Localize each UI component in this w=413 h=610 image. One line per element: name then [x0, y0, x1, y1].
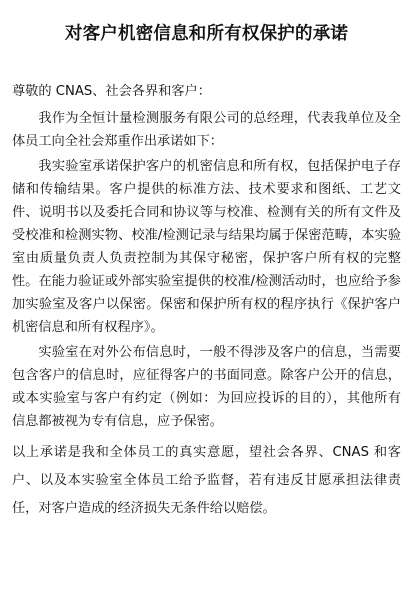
paragraph-confidentiality: 我实验室承诺保护客户的机密信息和所有权，包括保护电子存储和传输结果。客户提供的标准方法、技术要求和图纸、工艺文件、说明书以及委托合同和协议等与校准、检测有关的所有文件及受校准和检测实物、校准/检测记录与结果均属于保密范畴，本实验室由质量负责人负责控制为其保守秘密，保护客户所有权的完整性。在能力验证或外部实验室提供的校准/检测活动时，也应给予参加实验室及客户以保密。保密和保护所有权的程序执行《保护客户机密信息和所有权程序》。 — [12, 159, 401, 335]
paragraph-intro: 我作为全恒计量检测服务有限公司的总经理，代表我单位及全体员工向全社会郑重作出承诺如下： — [12, 111, 401, 149]
document-title: 对客户机密信息和所有权保护的承诺 — [64, 24, 349, 44]
paragraph-disclosure: 实验室在对外公布信息时，一般不得涉及客户的信息，当需要包含客户的信息时，应征得客户的书面同意。除客户公开的信息，或本实验室与客户有约定（例如：为回应投诉的目的），其他所有信息都被视为专有信息，应予保密。 — [12, 345, 401, 429]
salutation: 尊敬的 CNAS、社会各界和客户： — [12, 84, 211, 99]
paragraph-closing: 以上承诺是我和全体员工的真实意愿，望社会各界、CNAS 和客户、以及本实验室全体员工给予监督，若有违反甘愿承担法律责任，对客户造成的经济损失无条件给以赔偿。 — [12, 445, 401, 516]
